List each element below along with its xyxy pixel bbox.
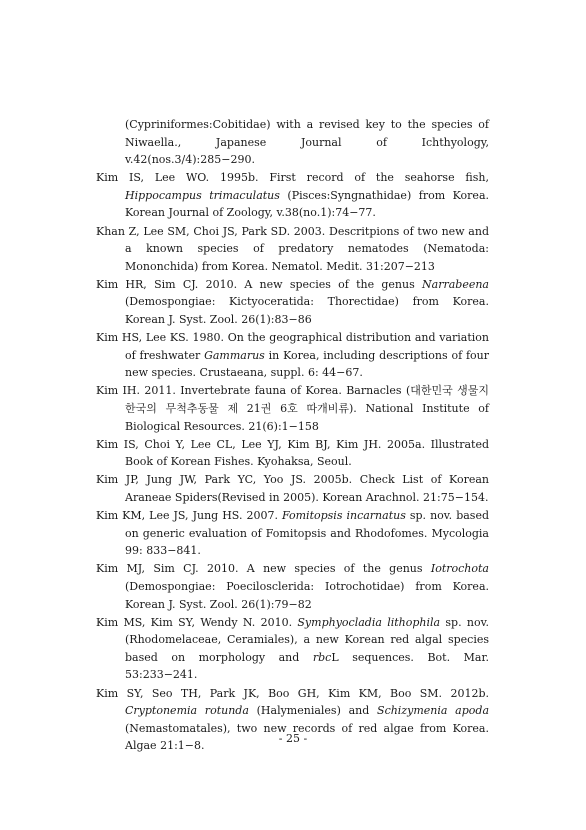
reference-text: Kim IS, Lee WO. 1995b. First record of the seahorse fish, (96, 171, 489, 185)
reference-text: (Pisces:Syngnathidae) from Korea. Korean Journal of Zoology, v.38(no.1):74−77. (125, 188, 490, 220)
reference-text: Kim HR, Sim CJ. 2010. A new species of the genus (96, 277, 423, 291)
reference-text: Kim MJ, Sim CJ. 2010. A new species of the genus (96, 562, 431, 576)
reference-entry (96, 560, 489, 613)
reference-text: Kim MS, Kim SY, Wendy N. 2010. (96, 615, 298, 629)
reference-text: in Korea, including descriptions of four new species. Crustaeana, suppl. 6: 44−67. (125, 348, 489, 380)
page-number: - 25 - (278, 732, 308, 745)
reference-entry (96, 471, 489, 506)
reference-text: (Halymeniales) and (248, 704, 378, 718)
italic-species-name: rbc (312, 650, 332, 664)
reference-text: Khan Z, Lee SM, Choi JS, Park SD. 2003. Descritpions of two new and a known species of predatory nematodes (Nematoda: Mononchida) from Korea. Nematol. Medit. 31:207−213 (96, 224, 489, 273)
reference-text: (Cypriniformes:Cobitidae) with a revised key to the species of Niwaella., Japanese Journal of Ichthyology, v.42(nos.3/4):285−290. (125, 118, 489, 167)
reference-text: Kim HS, Lee KS. 1980. On the geographical distribution and variation of freshwater (96, 331, 489, 362)
reference-text: Kim JP, Jung JW, Park YC, Yoo JS. 2005b. Check List of Korean Araneae Spiders(Revised in 2005). Korean Arachnol. 21:75−154. (96, 473, 489, 504)
reference-entry (96, 169, 489, 222)
reference-entry (96, 507, 489, 560)
reference-text: Kim KM, Lee JS, Jung HS. 2007. (96, 509, 282, 523)
reference-list (96, 116, 489, 755)
italic-species-name: Schizymenia apoda (377, 704, 489, 718)
reference-entry (96, 329, 489, 382)
reference-entry (96, 116, 489, 169)
reference-text: Kim SY, Seo TH, Park JK, Boo GH, Kim KM, Boo SM. 2012b. (96, 686, 489, 700)
reference-entry (96, 382, 489, 435)
italic-species-name: Symphyocladia lithophila (297, 615, 441, 629)
italic-species-name: Narrabeena (422, 277, 489, 291)
reference-text: (Demospongiae: Kictyoceratida: Thorectidae) from Korea. Korean J. Syst. Zool. 26(1):83−86 (125, 295, 489, 327)
italic-species-name: Iotrochota (430, 562, 489, 576)
italic-species-name: Fomitopsis incarnatus (281, 509, 406, 523)
reference-text: (Nemastomatales), two new records of red algae from Korea. Algae 21:1−8. (125, 721, 489, 753)
reference-text: (Demospongiae: Poecilosclerida: Iotrochotidae) from Korea. Korean J. Syst. Zool. 26(1):79−82 (125, 579, 489, 611)
italic-species-name: Gammarus (204, 348, 265, 362)
reference-text: L sequences. Bot. Mar. 53:233−241. (125, 650, 489, 682)
italic-species-name: Cryptonemia rotunda (125, 704, 249, 718)
reference-text: sp. nov. based on generic evaluation of Fomitopsis and Rhodofomes. Mycologia 99: 833−841. (125, 509, 489, 558)
italic-species-name: Hippocampus trimaculatus (125, 188, 280, 202)
reference-text: sp. nov. (Rhodomelaceae, Ceramiales), a new Korean red algal species based on morphology and (125, 615, 489, 664)
reference-text: Kim IS, Choi Y, Lee CL, Lee YJ, Kim BJ, Kim JH. 2005a. Illustrated Book of Korean Fishes. Kyohaksa, Seoul. (96, 437, 489, 469)
reference-text: Kim IH. 2011. Invertebrate fauna of Korea. Barnacles (대한민국 생물지 한국의 무척추동물 제 21권 6호 따개비류). National Institute of Biological Resources. 21(6):1−158 (96, 384, 489, 433)
reference-entry (96, 276, 489, 329)
reference-entry (96, 223, 489, 276)
reference-entry (96, 436, 489, 471)
reference-entry (96, 614, 489, 684)
